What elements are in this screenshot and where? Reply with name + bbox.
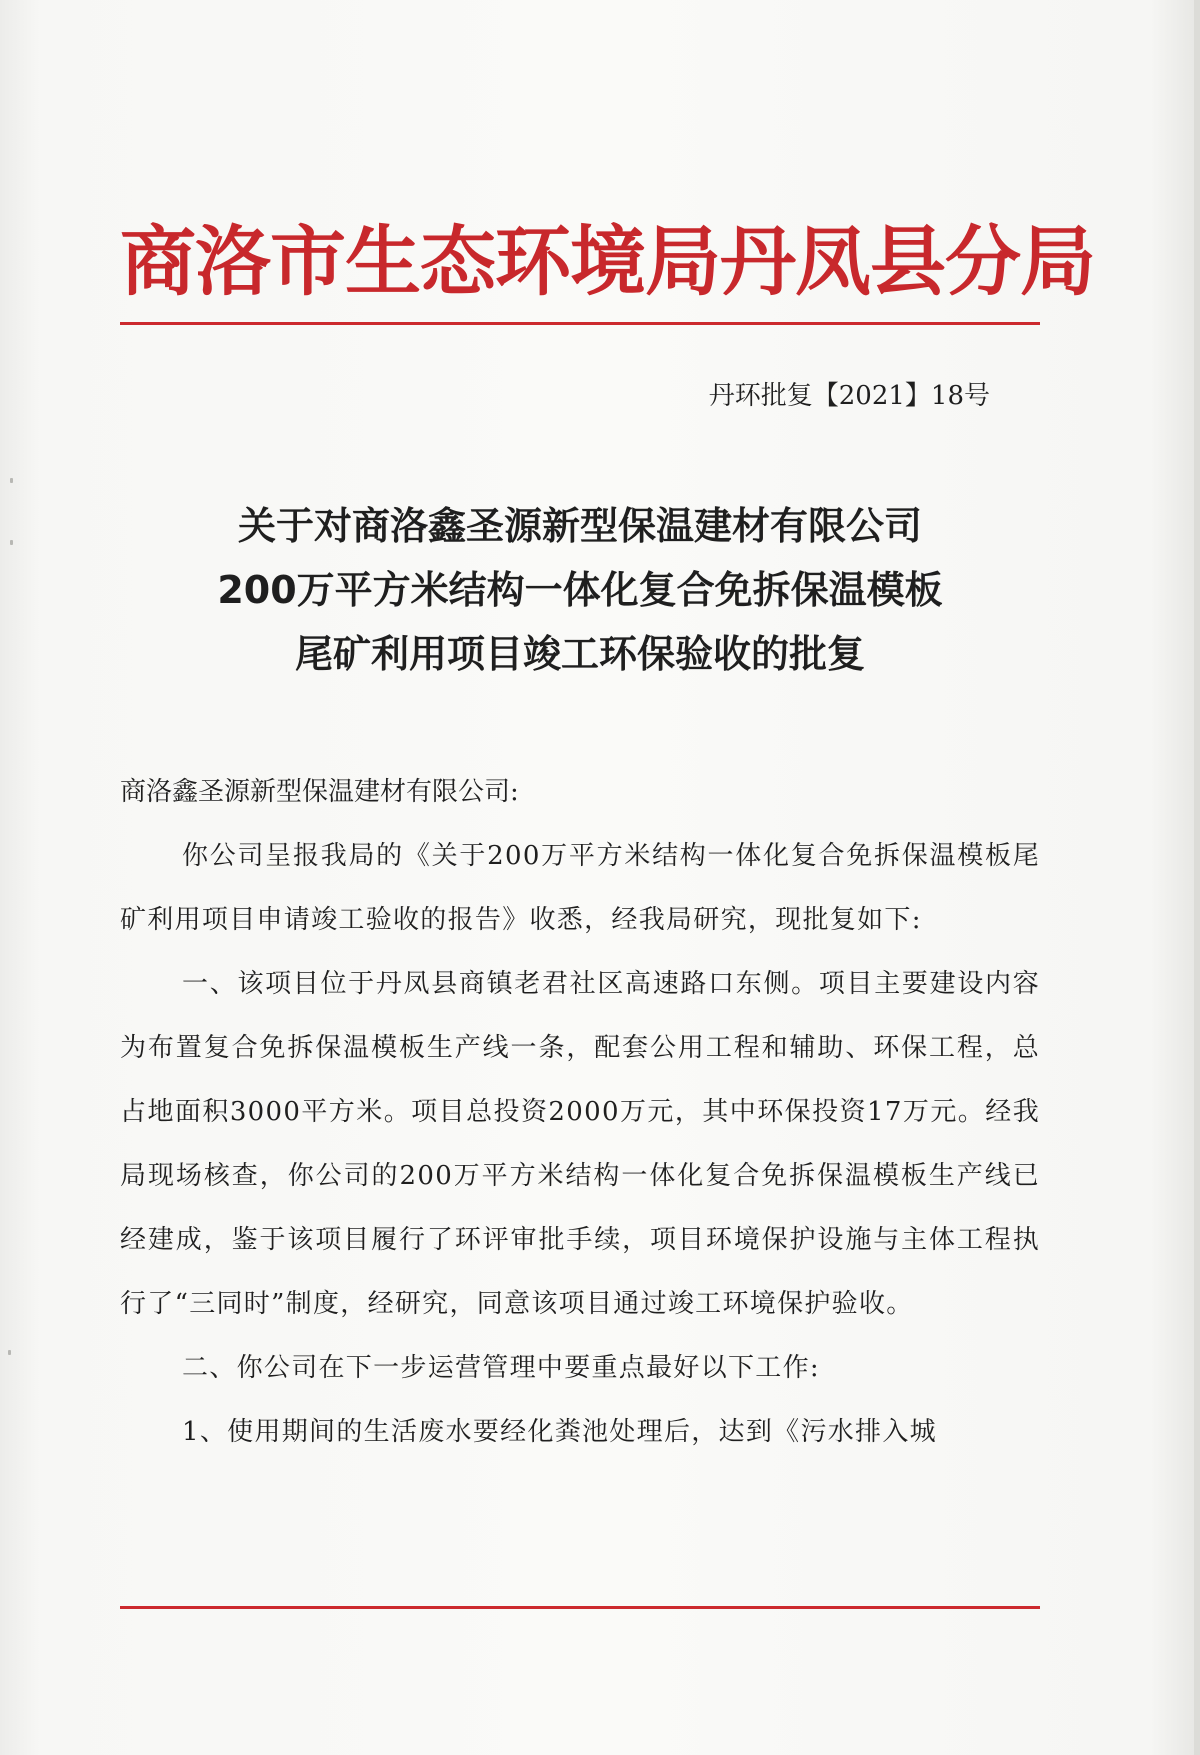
- document-body: [120, 760, 1040, 1464]
- page-edge-shadow: [1194, 0, 1200, 1755]
- document-title: [120, 494, 1040, 686]
- title-line-3: 尾矿利用项目竣工环保验收的批复: [294, 632, 865, 676]
- salutation: 商洛鑫圣源新型保温建材有限公司:: [120, 777, 519, 807]
- scan-speck: [8, 1350, 11, 1355]
- paragraph-section-1: 一、该项目位于丹凤县商镇老君社区高速路口东侧。项目主要建设内容为布置复合免拆保温模板生产线一条，配套公用工程和辅助、环保工程，总占地面积3000平方米。项目总投资2000万元，其中环保投资17万元。经我局现场核查，你公司的200万平方米结构一体化复合免拆保温模板生产线已经建成，鉴于该项目履行了环评审批手续，项目环境保护设施与主体工程执行了“三同时”制度，经研究，同意该项目通过竣工环境保护验收。: [120, 969, 1040, 1319]
- paragraph-intro: 你公司呈报我局的《关于200万平方米结构一体化复合免拆保温模板尾矿利用项目申请竣工验收的报告》收悉，经我局研究，现批复如下:: [120, 841, 1040, 935]
- footer-red-rule: [120, 1606, 1040, 1609]
- agency-header: 商洛市生态环境局丹凤县分局: [120, 217, 1095, 306]
- paragraph-item-1: 1、使用期间的生活废水要经化粪池处理后，达到《污水排入城: [182, 1417, 937, 1447]
- title-line-1: 关于对商洛鑫圣源新型保温建材有限公司: [237, 504, 922, 548]
- scan-speck: [10, 540, 13, 545]
- scan-speck: [10, 478, 13, 483]
- document-number: 丹环批复【2021】18号: [708, 381, 990, 411]
- paragraph-section-2: 二、你公司在下一步运营管理中要重点最好以下工作:: [182, 1353, 820, 1383]
- header-red-rule: [120, 322, 1040, 325]
- title-line-2: 200万平方米结构一体化复合免拆保温模板: [217, 568, 943, 612]
